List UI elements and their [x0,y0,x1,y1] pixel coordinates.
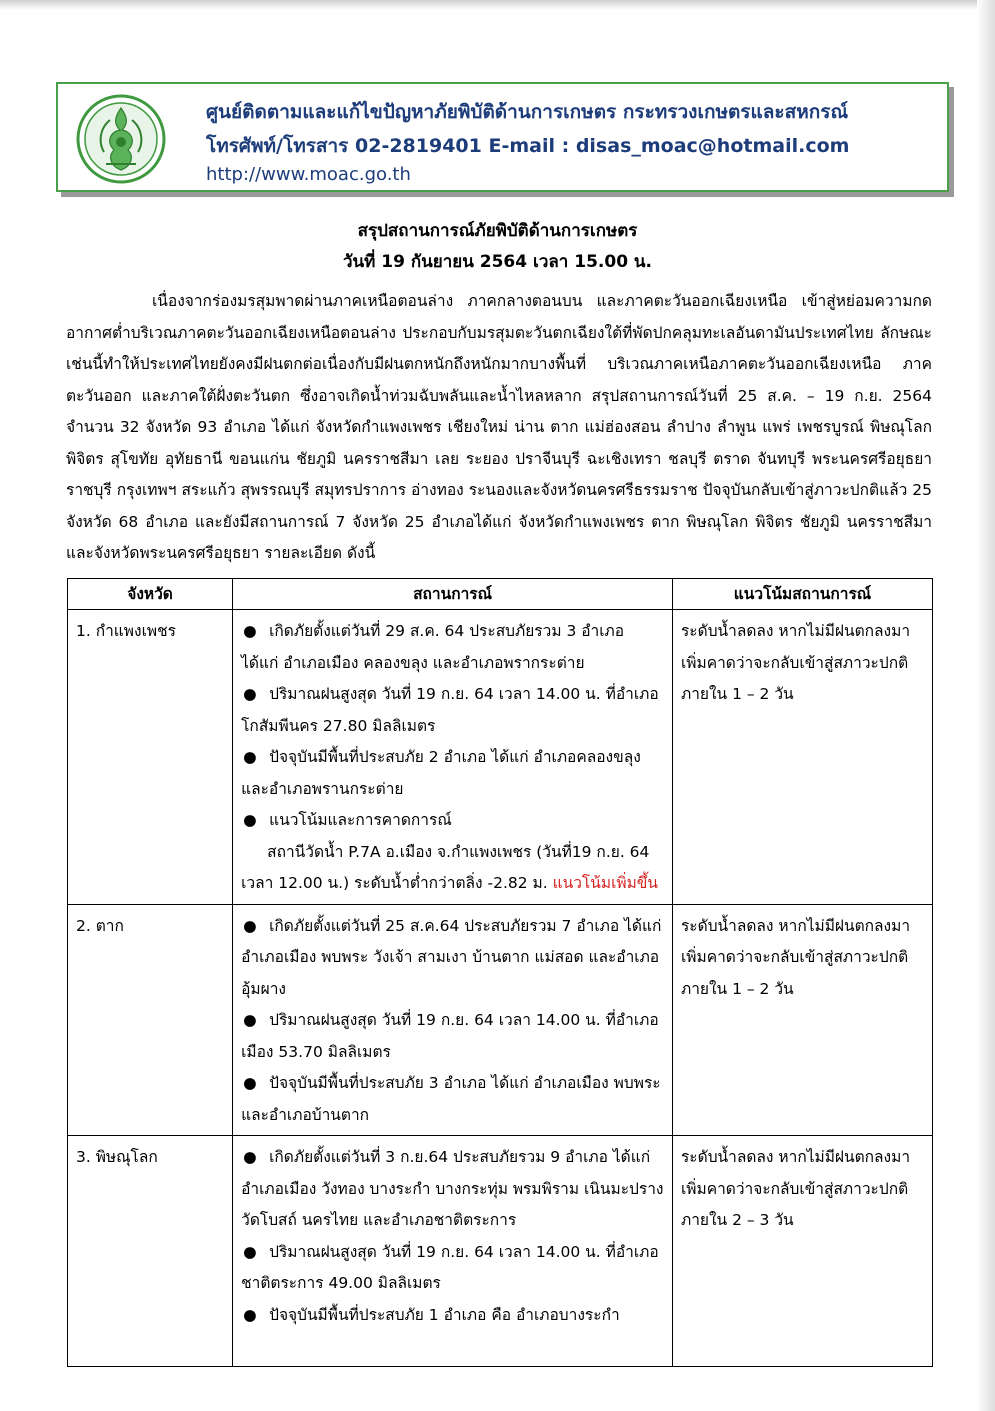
intro-text: เนื่องจากร่องมรสุมพาดผ่านภาคเหนือตอนล่าง ภาคกลางตอนบน และภาคตะวันออกเฉียงเหนือ เข้าสู่หย่อมความกดอากาศต่ำบริเวณภาคตะวันออกเฉียงเหนือตอนล่าง ประกอบกับมรสุมตะวันตกเฉียงใต้ที่พัดปกคลุมทะเลอันดามันประเทศไทย ลักษณะเช่นนี้ทำให้ประเทศไทยยังคงมีฝนตกต่อเนื่องกับมีฝนตกหนักถึงหนักมากบางพื้นที่ บริเวณภาคเหนือภาคตะวันออกเฉียงเหนือ ภาคตะวันออก และภาคใต้ฝั่งตะวันตก ซึ่งอาจเกิดน้ำท่วมฉับพลันและน้ำไหลหลาก สรุปสถานการณ์วันที่ 25 ส.ค. – 19 ก.ย. 2564 จำนวน 32 จังหวัด 93 อำเภอ ได้แก่ จังหวัดกำแพงเพชร เชียงใหม่ น่าน ตาก แม่ฮ่องสอน ลำปาง ลำพูน แพร่ เพชรบูรณ์ พิษณุโลก พิจิตร สุโขทัย อุทัยธานี ขอนแก่น ชัยภูมิ นครราชสีมา เลย ระยอง ปราจีนบุรี ฉะเชิงเทรา ชลบุรี ตราด จันทบุรี พระนครศรีอยุธยา ราชบุรี กรุงเทพฯ สระแก้ว สุพรรณบุรี สมุทรปราการ อ่างทอง ระนองและจังหวัดนครศรีธรรมราช ปัจจุบันกลับเข้าสู่ภาวะปกติแล้ว 25 จังหวัด 68 อำเภอ และยังมีสถานการณ์ 7 จังหวัด 25 อำเภอได้แก่ จังหวัดกำแพงเพชร ตาก พิษณุโลก พิจิตร ชัยภูมิ นครราชสีมา และจังหวัดพระนครศรีอยุธยา รายละเอียด ดังนี้ [66,292,932,562]
bullet-icon: ● [243,748,257,766]
page-top-shadow [0,0,995,10]
table-header-row [68,579,933,610]
header-trend: แนวโน้มสถานการณ์ [672,579,932,610]
header-situation: สถานการณ์ [233,579,673,610]
situation-item: ● เกิดภัยตั้งแต่วันที่ 25 ส.ค.64 ประสบภัยรวม 7 อำเภอ ได้แก่ อำเภอเมือง พบพระ วังเจ้า สามเงา บ้านตาก แม่สอด และอำเภออุ้มผาง [241,911,664,1006]
situation-table [67,578,933,1367]
bullet-icon: ● [243,916,257,935]
situation-item: ● ปริมาณฝนสูงสุด วันที่ 19 ก.ย. 64 เวลา 14.00 น. ที่อำเภอเมือง 53.70 มิลลิเมตร [241,1005,664,1068]
table-row [68,1136,933,1367]
table-row [68,904,933,1136]
trend-cell: ระดับน้ำลดลง หากไม่มีฝนตกลงมาเพิ่มคาดว่าจะกลับเข้าสู่สภาวะปกติภายใน 1 – 2 วัน [672,904,932,1136]
report-title: สรุปสถานการณ์ภัยพิบัติด้านการเกษตร [357,221,638,241]
situation-item: ● ปัจจุบันมีพื้นที่ประสบภัย 3 อำเภอ ได้แก่ อำเภอเมือง พบพระ และอำเภอบ้านตาก [241,1068,664,1131]
situation-item: ● แนวโน้มและการคาดการณ์ [241,805,664,837]
website-link[interactable]: http://www.moac.go.th [206,164,411,185]
moac-seal-icon [76,94,166,184]
contact-info: โทรศัพท์/โทรสาร 02-2819401 E-mail : disas_moac@hotmail.com [206,135,850,157]
situation-cell [233,610,673,905]
table-row [68,610,933,905]
org-name: ศูนย์ติดตามและแก้ไขปัญหาภัยพิบัติด้านการเกษตร กระทรวงเกษตรและสหกรณ์ [206,101,849,123]
situation-item: ● เกิดภัยตั้งแต่วันที่ 29 ส.ค. 64 ประสบภัยรวม 3 อำเภอ ได้แก่ อำเภอเมือง คลองขลุง และอำเภอพรากระต่าย [241,616,664,679]
bullet-icon: ● [243,1148,257,1166]
trend-cell: ระดับน้ำลดลง หากไม่มีฝนตกลงมาเพิ่มคาดว่าจะกลับเข้าสู่สภาวะปกติภายใน 2 – 3 วัน [672,1136,932,1367]
province-cell: 3. พิษณุโลก [68,1136,233,1367]
header-province: จังหวัด [68,579,233,610]
intro-paragraph [66,286,932,570]
bullet-icon: ● [243,685,257,703]
province-cell: 1. กำแพงเพชร [68,610,233,905]
forecast-detail: สถานีวัดน้ำ P.7A อ.เมือง จ.กำแพงเพชร (วันที่19 ก.ย. 64 เวลา 12.00 น.) ระดับน้ำต่ำกว่าตลิ่ง -2.82 ม. แนวโน้มเพิ่มขึ้น [241,842,658,892]
situation-cell [233,1136,673,1367]
letterhead [56,82,949,192]
situation-item: ● ปัจจุบันมีพื้นที่ประสบภัย 2 อำเภอ ได้แก่ อำเภอคลองขลุงและอำเภอพรานกระต่าย [241,742,664,805]
bullet-icon: ● [243,622,257,640]
trend-rising-label: แนวโน้มเพิ่มขึ้น [552,874,658,892]
bullet-icon: ● [243,811,257,829]
bullet-icon: ● [243,1011,257,1029]
bullet-icon: ● [243,1074,257,1092]
situation-item: ● เกิดภัยตั้งแต่วันที่ 3 ก.ย.64 ประสบภัยรวม 9 อำเภอ ได้แก่ อำเภอเมือง วังทอง บางระกำ บางกระทุ่ม พรมพิราม เนินมะปราง วัดโบสถ์ นครไทย และอำเภอชาติตระการ [241,1142,664,1237]
situation-item: ● ปริมาณฝนสูงสุด วันที่ 19 ก.ย. 64 เวลา 14.00 น. ที่อำเภอชาติตระการ 49.00 มิลลิเมตร [241,1237,664,1300]
bullet-icon: ● [243,1305,257,1324]
report-date: วันที่ 19 กันยายน 2564 เวลา 15.00 น. [342,252,653,272]
situation-item: ● ปริมาณฝนสูงสุด วันที่ 19 ก.ย. 64 เวลา 14.00 น. ที่อำเภอโกสัมพีนคร 27.80 มิลลิเมตร [241,679,664,742]
province-cell: 2. ตาก [68,904,233,1136]
situation-cell [233,904,673,1136]
trend-cell: ระดับน้ำลดลง หากไม่มีฝนตกลงมาเพิ่มคาดว่าจะกลับเข้าสู่สภาวะปกติภายใน 1 – 2 วัน [672,610,932,905]
bullet-icon: ● [243,1242,257,1261]
page-edge-shadow [977,0,995,1411]
situation-item: ● ปัจจุบันมีพื้นที่ประสบภัย 1 อำเภอ คือ อำเภอบางระกำ [241,1300,664,1332]
